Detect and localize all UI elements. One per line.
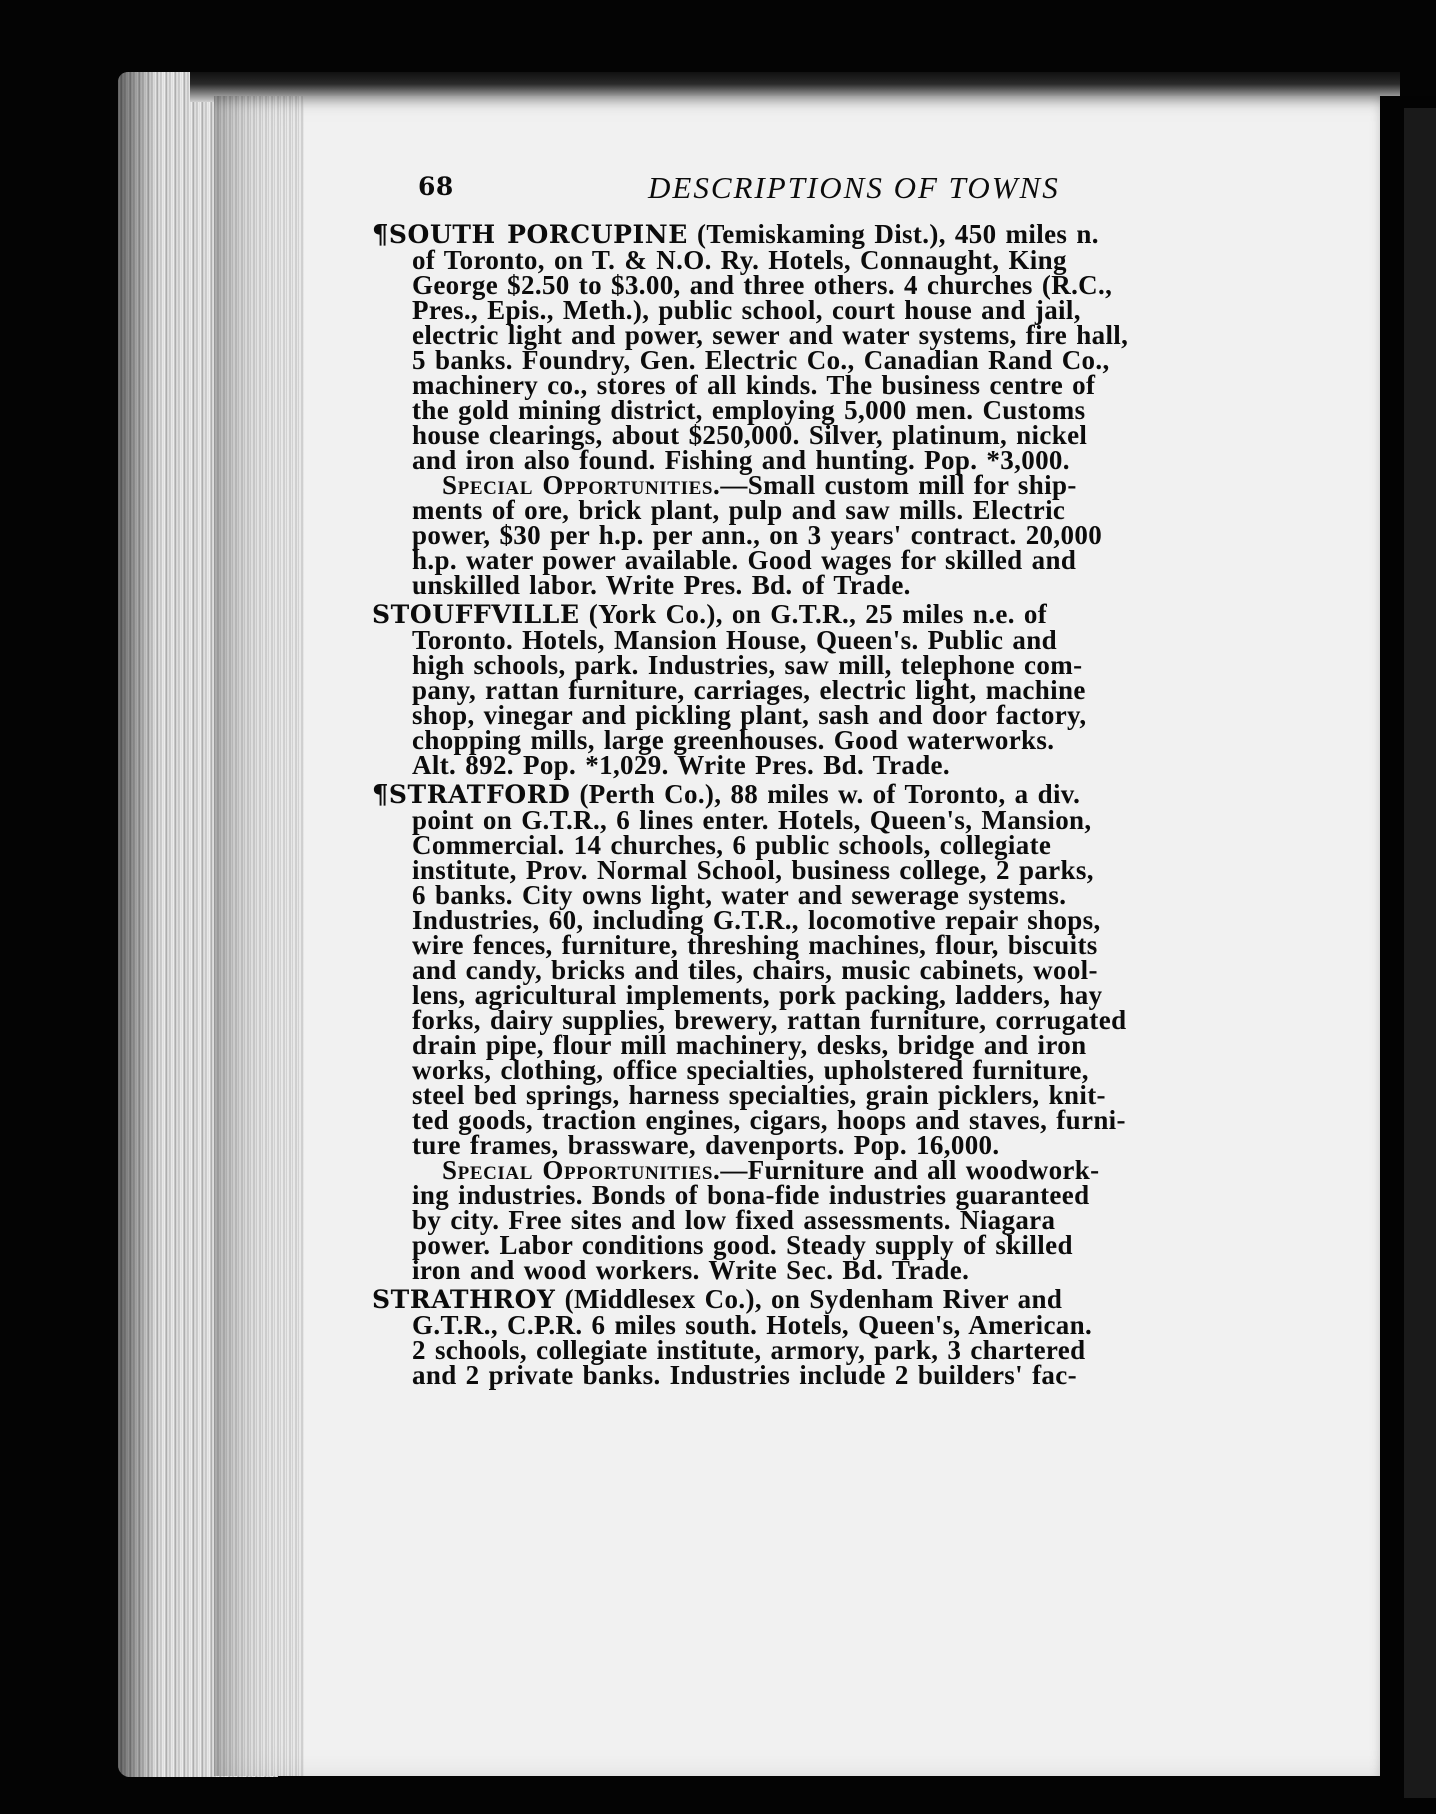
entry-line: steel bed springs, harness specialties, grain picklers, knit- (412, 1080, 1106, 1110)
entry-line: drain pipe, flour mill machinery, desks, bridge and iron (412, 1030, 1087, 1060)
entry-line: and candy, bricks and tiles, chairs, music cabinets, wool- (412, 955, 1098, 985)
entry-line: ments of ore, brick plant, pulp and saw mills. Electric (412, 495, 1066, 525)
entry-line: and iron also found. Fishing and hunting. Pop. *3,000. (412, 445, 1070, 475)
facing-page-sliver (1404, 108, 1436, 1798)
town-name: STOUFFVILLE (372, 600, 580, 629)
town-name: STRATFORD (388, 780, 571, 809)
entry-text: (York Co.), on G.T.R., 25 miles n.e. of (579, 599, 1048, 629)
entry-text: —Small custom mill for ship- (720, 470, 1077, 500)
entry-line: institute, Prov. Normal School, business college, 2 parks, (412, 855, 1094, 885)
entry-line: power, $30 per h.p. per ann., on 3 years' contract. 20,000 (412, 520, 1103, 550)
entry-line: ted goods, traction engines, cigars, hoops and staves, furni- (412, 1105, 1126, 1135)
special-opportunities-label: Special Opportunities. (442, 1155, 721, 1185)
entry-line: forks, dairy supplies, brewery, rattan furniture, corrugated (412, 1005, 1127, 1035)
entry-line: iron and wood workers. Write Sec. Bd. Trade. (412, 1255, 970, 1285)
entry-line: Alt. 892. Pop. *1,029. Write Pres. Bd. Trade. (412, 750, 950, 780)
entry-text: —Furniture and all woodwork- (720, 1155, 1100, 1185)
entry-line: unskilled labor. Write Pres. Bd. of Trade. (412, 570, 911, 600)
entry-text: (Middlesex Co.), on Sydenham River and (555, 1284, 1063, 1314)
entry-line: Pres., Epis., Meth.), public school, court house and jail, (412, 295, 1081, 325)
entry-line: works, clothing, office specialties, upholstered furniture, (412, 1055, 1089, 1085)
town-entry (372, 599, 1342, 780)
town-name: STRATHROY (372, 1285, 556, 1314)
town-entry (372, 1284, 1342, 1390)
entry-line: house clearings, about $250,000. Silver, platinum, nickel (412, 420, 1088, 450)
entry-line: 2 schools, collegiate institute, armory, park, 3 chartered (412, 1335, 1086, 1365)
entry-line: Commercial. 14 churches, 6 public schools, collegiate (412, 830, 1052, 860)
page-number: 68 (418, 172, 454, 201)
entry-line: G.T.R., C.P.R. 6 miles south. Hotels, Queen's, American. (412, 1310, 1093, 1340)
entry-text: (Perth Co.), 88 miles w. of Toronto, a div. (570, 779, 1081, 809)
entry-line: George $2.50 to $3.00, and three others. 4 churches (R.C., (412, 270, 1113, 300)
special-opportunities-label: Special Opportunities. (442, 470, 721, 500)
entry-line: pany, rattan furniture, carriages, electric light, machine (412, 675, 1086, 705)
entry-line: point on G.T.R., 6 lines enter. Hotels, Queen's, Mansion, (412, 805, 1092, 835)
town-entry (372, 779, 1342, 1285)
entry-line: 6 banks. City owns light, water and sewerage systems. (412, 880, 1067, 910)
page-content (372, 170, 1342, 1392)
entry-line: shop, vinegar and pickling plant, sash and door factory, (412, 700, 1087, 730)
pilcrow-mark: ¶ (372, 780, 389, 810)
entry-line: power. Labor conditions good. Steady supply of skilled (412, 1230, 1073, 1260)
entry-line: wire fences, furniture, threshing machines, flour, biscuits (412, 930, 1098, 960)
page-stack-shadow (118, 72, 158, 1777)
entry-line: electric light and power, sewer and water systems, fire hall, (412, 320, 1129, 350)
entry-text: (Temiskaming Dist.), 450 miles n. (687, 219, 1099, 249)
page-gutter (214, 96, 304, 1776)
entry-line: Industries, 60, including G.T.R., locomotive repair shops, (412, 905, 1101, 935)
page-title: DESCRIPTIONS OF TOWNS (648, 170, 1060, 205)
entry-line: h.p. water power available. Good wages for skilled and (412, 545, 1077, 575)
entry-line: lens, agricultural implements, pork packing, ladders, hay (412, 980, 1103, 1010)
running-head (412, 170, 1342, 218)
town-entry (372, 219, 1342, 600)
pilcrow-mark: ¶ (372, 220, 389, 250)
entry-line: and 2 private banks. Industries include 2 builders' fac- (412, 1360, 1077, 1390)
entry-line: Toronto. Hotels, Mansion House, Queen's. Public and (412, 625, 1057, 655)
entry-line: 5 banks. Foundry, Gen. Electric Co., Canadian Rand Co., (412, 345, 1110, 375)
entry-line: high schools, park. Industries, saw mill, telephone com- (412, 650, 1083, 680)
entry-line: ture frames, brassware, davenports. Pop. 16,000. (412, 1130, 1000, 1160)
entry-line: of Toronto, on T. & N.O. Ry. Hotels, Connaught, King (412, 245, 1067, 275)
entry-line: by city. Free sites and low fixed assessments. Niagara (412, 1205, 1056, 1235)
town-name: SOUTH PORCUPINE (388, 220, 688, 249)
town-entries (372, 219, 1342, 1390)
entry-line: chopping mills, large greenhouses. Good waterworks. (412, 725, 1055, 755)
entry-line: machinery co., stores of all kinds. The business centre of (412, 370, 1096, 400)
entry-line: ing industries. Bonds of bona-fide industries guaranteed (412, 1180, 1090, 1210)
entry-line: the gold mining district, employing 5,000 men. Customs (412, 395, 1086, 425)
